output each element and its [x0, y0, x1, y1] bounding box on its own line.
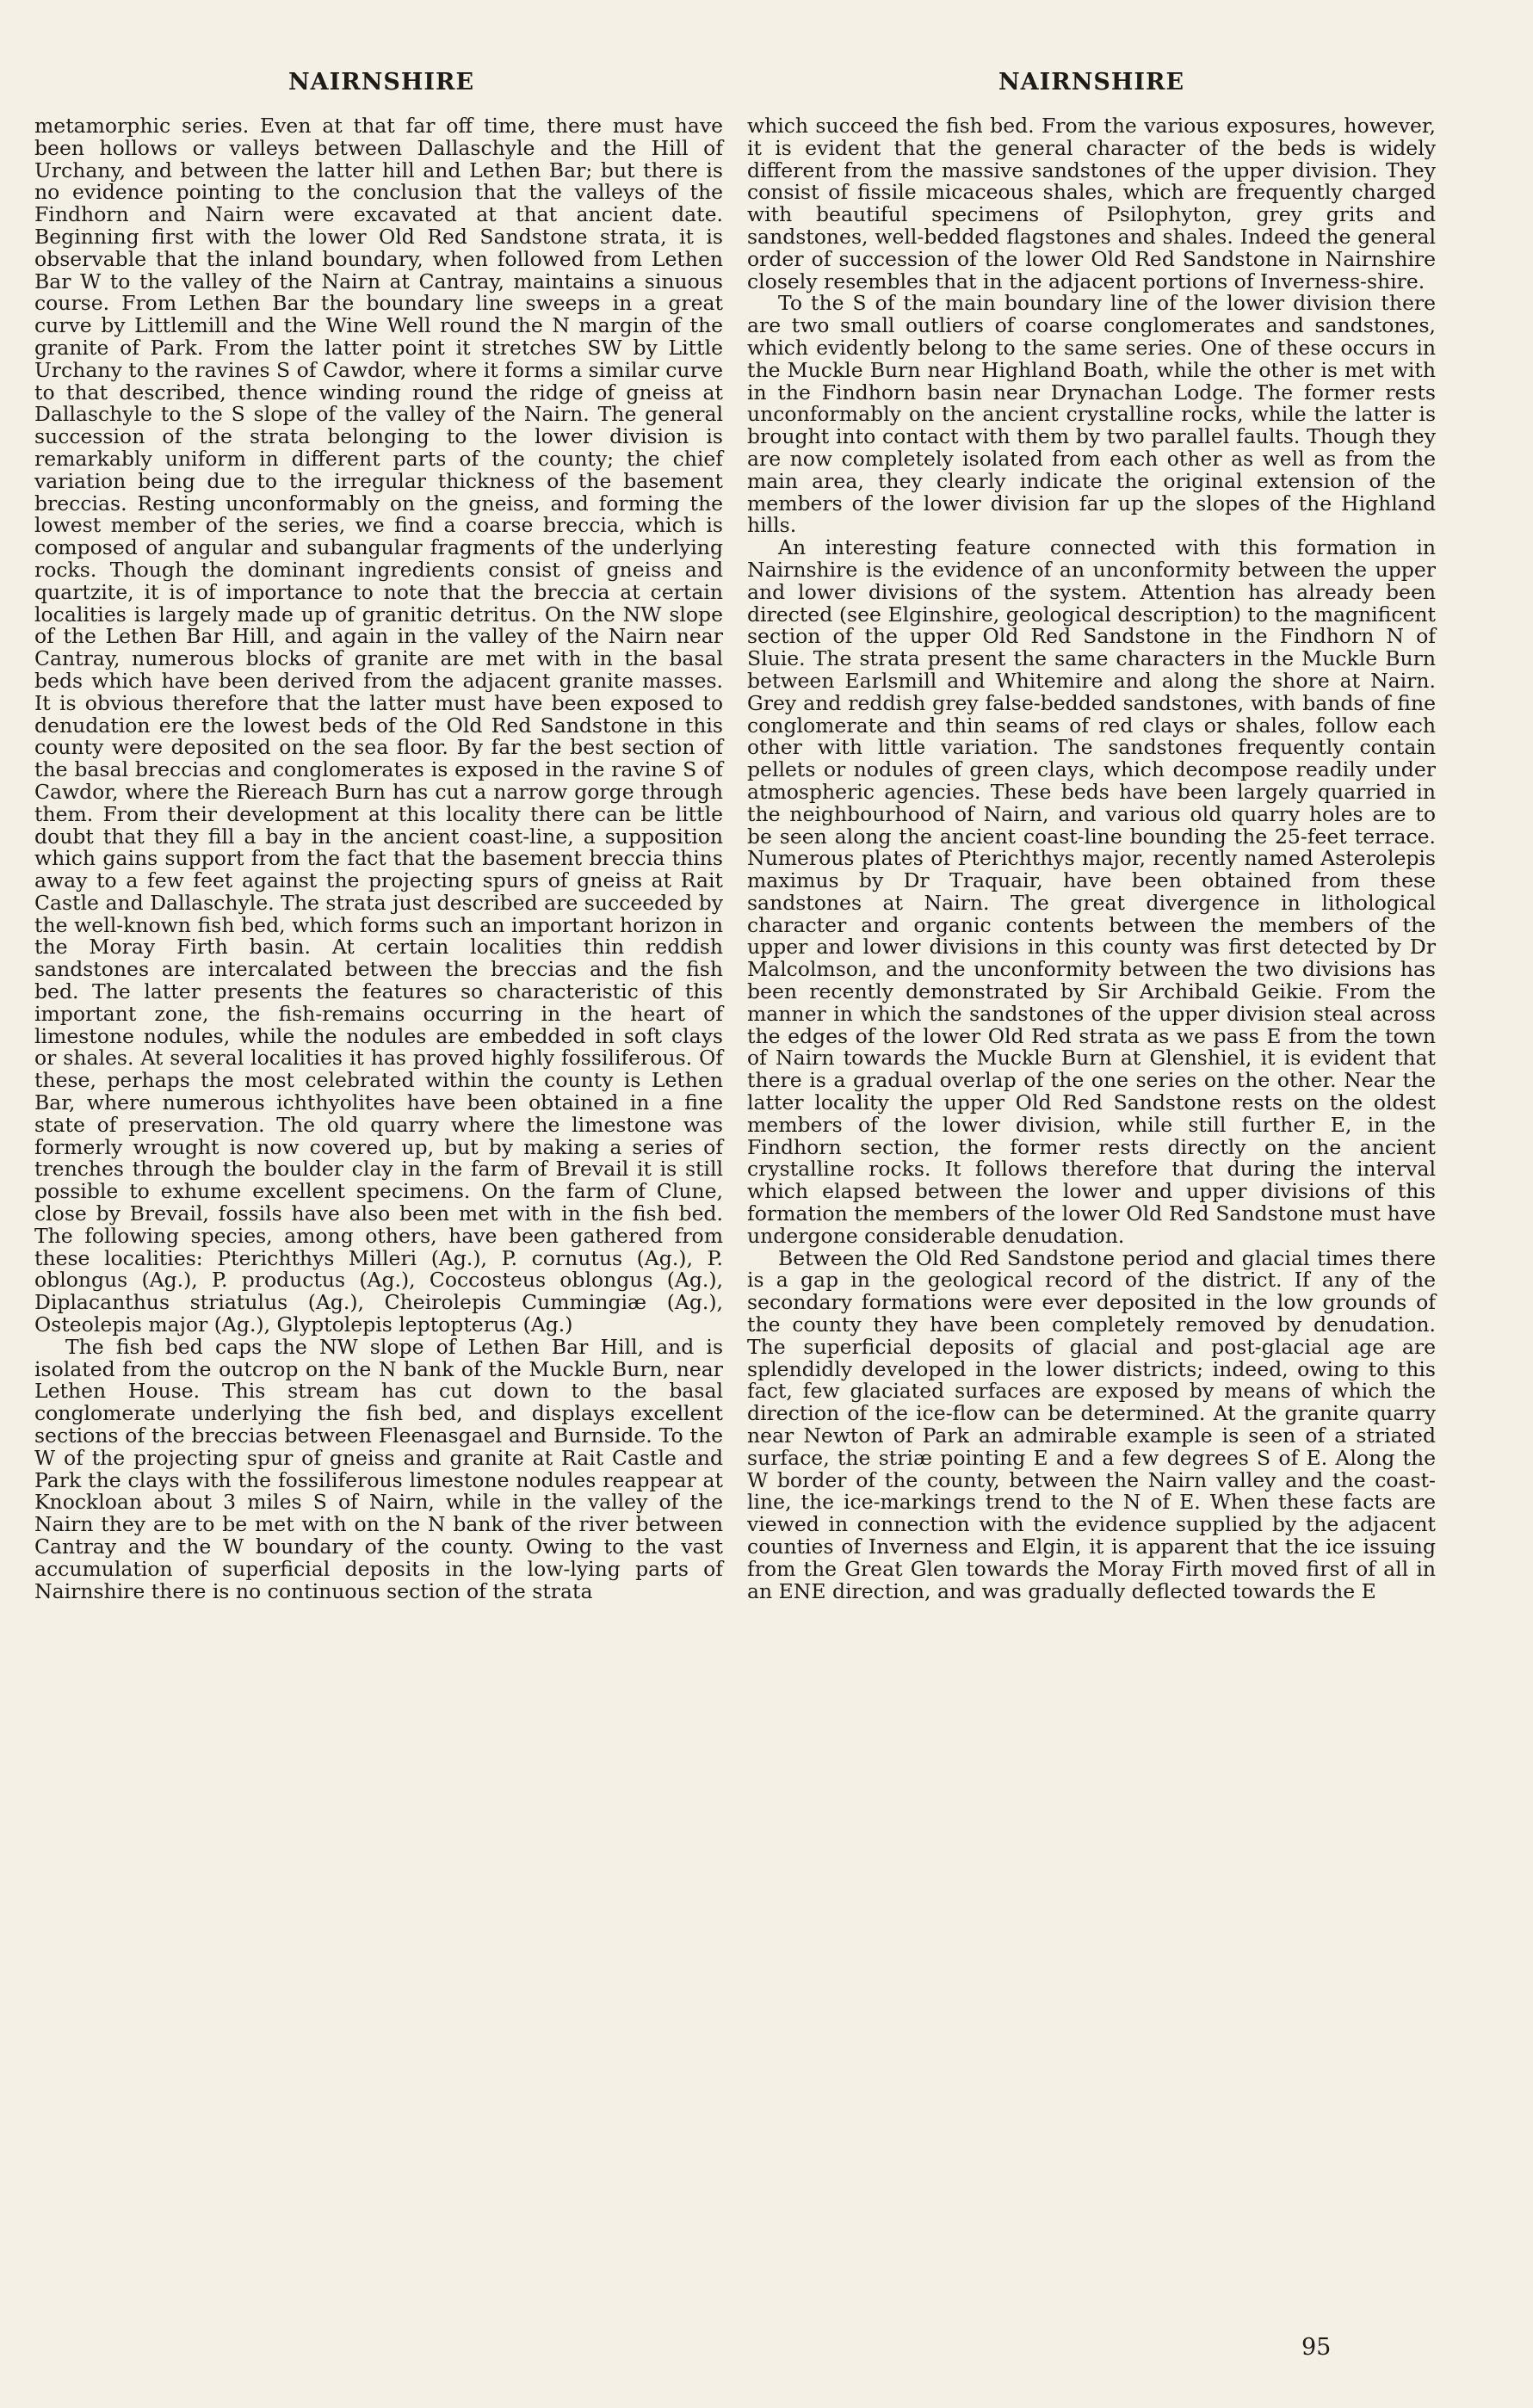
left-column — [34, 115, 723, 1602]
paragraph: The fish bed caps the NW slope of Lethen Bar Hill, and is isolated from the outcrop on the N bank of the Muckle Burn, near Lethen House. This stream has cut down to the basal conglomerate underlying the fish bed, and displays excellent sections of the breccias between Fleenasgael and Burnside. To the W of the projecting spur of gneiss and granite at Rait Castle and Park the clays with the fossiliferous limestone nodules reappear at Knockloan about 3 miles S of Nairn, while in the valley of the Nairn they are to be met with on the N bank of the river between Cantray and the W boundary of the county. Owing to the vast accumulation of superficial deposits in the low-lying parts of Nairnshire there is no continuous section of the strata — [34, 1334, 723, 1603]
page-number: 95 — [1301, 2334, 1332, 2361]
paragraph: An interesting feature connected with this formation in Nairnshire is the evidence of an unconformity between the upper and lower divisions of the system. Attention has already been directed (see Elginshire, geological description) to the magnificent section of the upper Old Red Sandstone in the Findhorn N of Sluie. The strata present the same characters in the Muckle Burn between Earlsmill and Whitemire and along the shore at Nairn. Grey and reddish grey false-bedded sandstones, with bands of fine conglomerate and thin seams of red clays or shales, follow each other with little variation. The sandstones frequently contain pellets or nodules of green clays, which decompose readily under atmospheric agencies. These beds have been largely quarried in the neighbourhood of Nairn, and various old quarry holes are to be seen along the ancient coast-line bounding the 25-feet terrace. Numerous plates of Pterichthys major, recently named Asterolepis maximus by Dr Traquair, have been obtained from these sandstones at Nairn. The great divergence in lithological character and organic contents between the members of the upper and lower divisions in this county was first detected by Dr Malcolmson, and the unconformity between the two divisions has been recently demonstrated by Sir Archibald Geikie. From the manner in which the sandstones of the upper division steal across the edges of the lower Old Red strata as we pass E from the town of Nairn towards the Muckle Burn at Glenshiel, it is evident that there is a gradual overlap of the one series on the other. Near the latter locality the upper Old Red Sandstone rests on the oldest members of the lower division, while still further E, in the Findhorn section, the former rests directly on the ancient crystalline rocks. It follows therefore that during the interval which elapsed between the lower and upper divisions of this formation the members of the lower Old Red Sandstone must have undergone considerable denudation. — [747, 535, 1436, 1248]
paragraph: which succeed the fish bed. From the various exposures, however, it is evident that the general character of the beds is widely different from the massive sandstones of the upper division. They consist of fissile micaceous shales, which are frequently charged with beautiful specimens of Psilophyton, grey grits and sandstones, well-bedded flagstones and shales. Indeed the general order of succession of the lower Old Red Sandstone in Nairnshire closely resembles that in the adjacent portions of Inverness-shire. — [747, 114, 1436, 293]
running-header-left: NAIRNSHIRE — [288, 69, 475, 96]
right-column — [747, 115, 1436, 1602]
paragraph: Between the Old Red Sandstone period and glacial times there is a gap in the geological record of the district. If any of the secondary formations were ever deposited in the low grounds of the county they have been completely removed by denudation. The superficial deposits of glacial and post-glacial age are splendidly developed in the lower districts; indeed, owing to this fact, few glaciated surfaces are exposed by means of which the direction of the ice-flow can be determined. At the granite quarry near Newton of Park an admirable example is seen of a striated surface, the striæ pointing E and a few degrees S of E. Along the W border of the county, between the Nairn valley and the coast-line, the ice-markings trend to the N of E. When these facts are viewed in connection with the evidence supplied by the adjacent counties of Inverness and Elgin, it is apparent that the ice issuing from the Great Glen towards the Moray Firth moved first of all in an ENE direction, and was gradually deflected towards the E — [747, 1245, 1436, 1603]
paragraph: metamorphic series. Even at that far off time, there must have been hollows or valleys between Dallaschyle and the Hill of Urchany, and between the latter hill and Lethen Bar; but there is no evidence pointing to the conclusion that the valleys of the Findhorn and Nairn were excavated at that ancient date. Beginning first with the lower Old Red Sandstone strata, it is observable that the inland boundary, when followed from Lethen Bar W to the valley of the Nairn at Cantray, maintains a sinuous course. From Lethen Bar the boundary line sweeps in a great curve by Littlemill and the Wine Well round the N margin of the granite of Park. From the latter point it stretches SW by Little Urchany to the ravines S of Cawdor, where it forms a similar curve to that described, thence winding round the ridge of gneiss at Dallaschyle to the S slope of the valley of the Nairn. The general succession of the strata belonging to the lower division is remarkably uniform in different parts of the county; the chief variation being due to the irregular thickness of the basement breccias. Resting unconformably on the gneiss, and forming the lowest member of the series, we find a coarse breccia, which is composed of angular and subangular fragments of the underlying rocks. Though the dominant ingredients consist of gneiss and quartzite, it is of importance to note that the breccia at certain localities is largely made up of granitic detritus. On the NW slope of the Lethen Bar Hill, and again in the valley of the Nairn near Cantray, numerous blocks of granite are met with in the basal beds which have been derived from the adjacent granite masses. It is obvious therefore that the latter must have been exposed to denudation ere the lowest beds of the Old Red Sandstone in this county were deposited on the sea floor. By far the best section of the basal breccias and conglomerates is exposed in the ravine S of Cawdor, where the Riereach Burn has cut a narrow gorge through them. From their development at this locality there can be little doubt that they fill a bay in the ancient coast-line, a supposition which gains support from the fact that the basement breccia thins away to a few feet against the projecting spurs of gneiss at Rait Castle and Dallaschyle. The strata just described are succeeded by the well-known fish bed, which forms such an important horizon in the Moray Firth basin. At certain localities thin reddish sandstones are intercalated between the breccias and the fish bed. The latter presents the features so characteristic of this important zone, the fish-remains occurring in the heart of limestone nodules, while the nodules are embedded in soft clays or shales. At several localities it has proved highly fossiliferous. Of these, perhaps the most celebrated within the county is Lethen Bar, where numerous ichthyolites have been obtained in a fine state of preservation. The old quarry where the limestone was formerly wrought is now covered up, but by making a series of trenches through the boulder clay in the farm of Brevail it is still possible to exhume excellent specimens. On the farm of Clune, close by Brevail, fossils have also been met with in the fish bed. The following species, among others, have been gathered from these localities: Pterichthys Milleri (Ag.), P. cornutus (Ag.), P. oblongus (Ag.), P. productus (Ag.), Coccosteus oblongus (Ag.), Diplacanthus striatulus (Ag.), Cheirolepis Cummingiæ (Ag.), Osteolepis major (Ag.), Glyptolepis leptopterus (Ag.) — [34, 114, 723, 1337]
paragraph: To the S of the main boundary line of the lower division there are two small outliers of coarse conglomerates and sandstones, which evidently belong to the same series. One of these occurs in the Muckle Burn near Highland Boath, while the other is met with in the Findhorn basin near Drynachan Lodge. The former rests unconformably on the ancient crystalline rocks, while the latter is brought into contact with them by two parallel faults. Though they are now completely isolated from each other as well as from the main area, they clearly indicate the original extension of the members of the lower division far up the slopes of the Highland hills. — [747, 291, 1436, 538]
running-header-right: NAIRNSHIRE — [998, 69, 1185, 96]
